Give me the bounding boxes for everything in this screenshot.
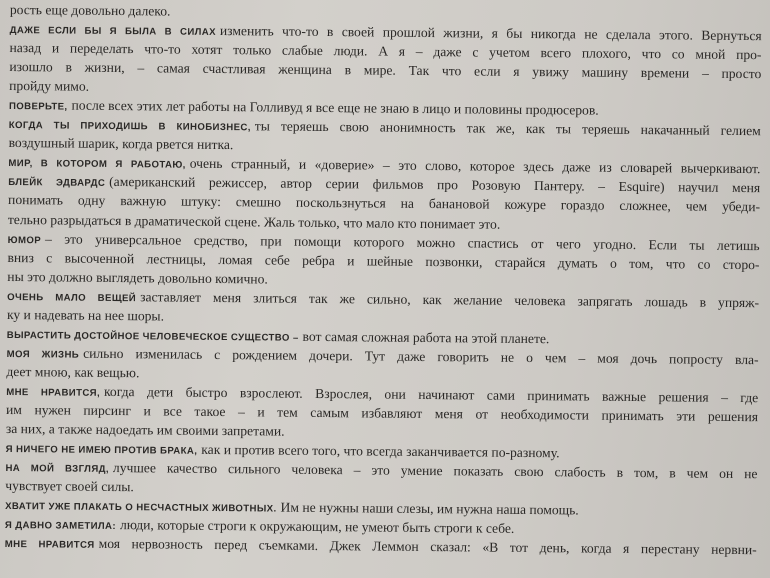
line-text: воздушный шарик, когда рвется нитка. [8, 135, 234, 153]
line-text: пройду мимо. [9, 78, 90, 94]
line-text: за них, а также надоедать им своими запретами. [5, 421, 285, 439]
line-text: изошло в жизни, – самая счастливая женщина в мире. Так что если я увижу машину времени – просто [9, 59, 762, 82]
line-text: деет мною, как вещью. [6, 363, 140, 381]
paragraph-lead-in: ВЫРАСТИТЬ ДОСТОЙНОЕ ЧЕЛОВЕЧЕСКОЕ СУЩЕСТВО – [6, 329, 299, 344]
line-text: чувствует своей силы. [5, 478, 134, 495]
paragraph-lead-in: МОЯ ЖИЗНЬ [6, 348, 80, 361]
line-text: моя нервозность перед съемками. Джек Леммон сказал: «В тот день, когда я перестану нервни- [98, 536, 757, 558]
paragraph-lead-in: МНЕ НРАВИТСЯ [4, 539, 95, 552]
line-text: заставляет меня злиться так же сильно, как желание человека запрягать лошадь в упряж- [140, 288, 760, 310]
line-text: ты теряешь свою анонимность так же, как ты теряешь накачанный гелием [254, 118, 761, 139]
paragraph-lead-in: ЮМОР [7, 234, 42, 246]
paragraph-lead-in: Я ДАВНО ЗАМЕТИЛА: [4, 520, 117, 533]
line-text: вниз с высоченной лестницы, ломая себе ребра и шейные позвонки, старайся думать о том, что со сторо- [7, 249, 760, 272]
paragraph-lead-in: Я НИЧЕГО НЕ ИМЕЮ ПРОТИВ БРАКА, [5, 444, 198, 457]
line-text: лучшее качество сильного человека – это умение показать свою слабость в том, в чем он не [112, 460, 758, 482]
line-text: им нужен пирсинг и все такое – и тем самым избавляют меня от необходимости принимать эти решения [5, 401, 759, 425]
paragraph-lead-in: МНЕ НРАВИТСЯ, [6, 386, 101, 399]
line-text: – это универсальное средство, при помощи которого можно спастись от чего угодно. Если ты летишь [45, 230, 760, 253]
line-text: тельно разрыдаться в драматической сцене. Жаль только, что мало кто понимает это. [7, 211, 501, 232]
line-text: рость еще довольно далеко. [9, 1, 171, 19]
line-text: ны это должно выглядеть довольно комично. [7, 268, 268, 287]
line-text: Им не нужны наши слезы, им нужна наша помощь. [280, 499, 579, 518]
line-text: когда дети быстро взрослеют. Взрослея, они начинают сами принимать важные решения – где [103, 383, 759, 406]
paragraph-lead-in: ОЧЕНЬ МАЛО ВЕЩЕЙ [7, 291, 137, 304]
line-text: понимать одну важную штуку: смешно поскользнуться на банановой кожуре гораздо сложнее, чем убеди- [8, 192, 761, 215]
paragraph-lead-in: ХВАТИТ УЖЕ ПЛАКАТЬ О НЕСЧАСТНЫХ ЖИВОТНЫХ. [5, 501, 277, 515]
paragraph-lead-in: БЛЕЙК ЭДВАРДС [8, 177, 106, 190]
page-text-block [5, 0, 762, 560]
line-text: изменить что-то в своей прошлой жизни, я бы никогда не сделала этого. Вернуться [219, 23, 762, 44]
line-text: очень странный, и «доверие» – это слово, которое здесь даже из словарей вычеркивают. [189, 156, 761, 177]
line-text: (американский режиссер, автор серии фильмов про Розовую Пантеру. – Esquire) научил меня [109, 174, 761, 196]
line-text: сильно изменилась с рождением дочери. Тут даже говорить не о чем – моя дочь попросту вла- [83, 345, 759, 368]
line-text: вот самая сложная работа на этой планете. [302, 328, 550, 346]
paragraph-lead-in: ПОВЕРЬТЕ, [8, 101, 68, 113]
paragraph-lead-in: НА МОЙ ВЗГЛЯД, [5, 463, 109, 476]
line-text: после всех этих лет работы на Голливуд я все еще не знаю в лицо и половины продюсеров. [71, 97, 599, 118]
paragraph-lead-in: ДАЖЕ ЕСЛИ БЫ Я БЫЛА В СИЛАХ [9, 25, 216, 39]
line-text: как и против всего того, что всегда заканчивается по-разному. [201, 441, 560, 461]
line-text: люди, которые строги к окружающим, не умеют быть строги к себе. [119, 517, 515, 537]
line-text: назад и переделать что-то хотят только слабые люди. А я – даже с учетом всего плохого, что со мной про- [9, 40, 762, 63]
paragraph-lead-in: КОГДА ТЫ ПРИХОДИШЬ В КИНОБИЗНЕС, [8, 120, 251, 134]
line-text: ку и надевать на нее шоры. [6, 306, 165, 324]
paragraph-lead-in: МИР, В КОТОРОМ Я РАБОТАЮ, [8, 158, 186, 172]
